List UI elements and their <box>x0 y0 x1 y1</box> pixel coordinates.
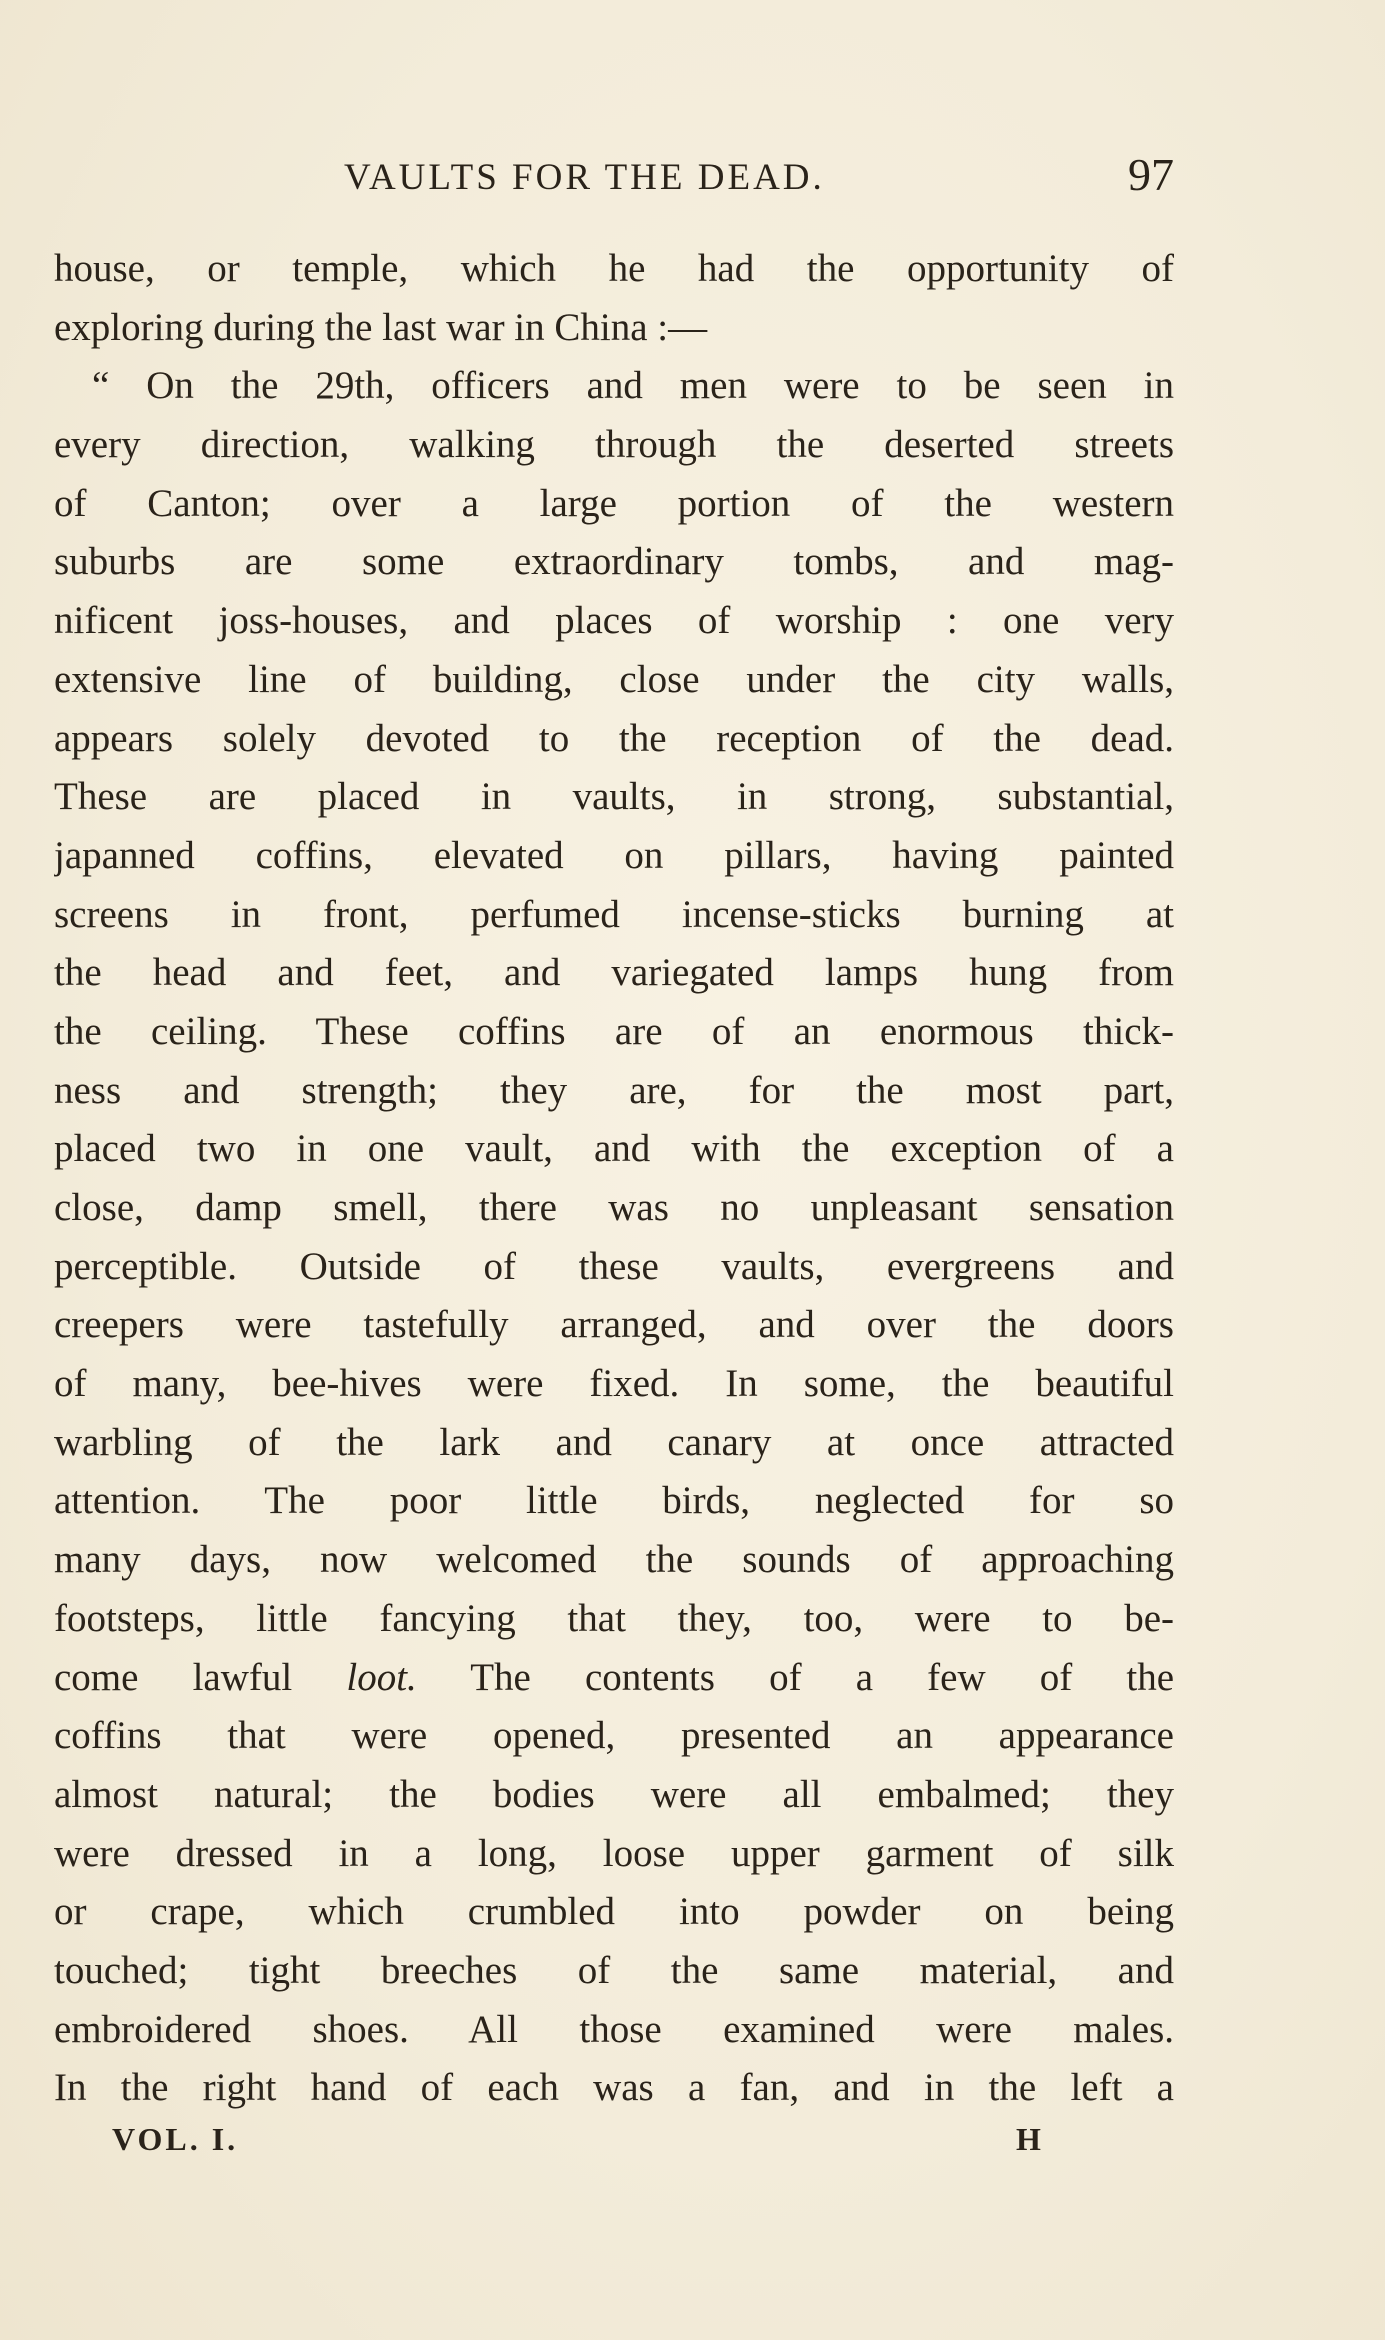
text-line: extensive line of building, close under the city walls, <box>54 657 1174 701</box>
text-line: of Canton; over a large portion of the western <box>54 481 1174 525</box>
text-line: These are placed in vaults, in strong, substantial, <box>54 775 1174 819</box>
text-line: japanned coffins, elevated on pillars, having painted <box>54 833 1174 877</box>
text-fragment: The contents of a few of the <box>470 1655 1174 1699</box>
text-line-with-italic <box>54 1649 1174 1708</box>
text-line: of many, bee-hives were fixed. In some, the beautiful <box>54 1362 1174 1406</box>
text-line: close, damp smell, there was no unpleasant sensation <box>54 1186 1174 1229</box>
text-line: or crape, which crumbled into powder on being <box>54 1890 1174 1934</box>
text-line: the head and feet, and variegated lamps hung from <box>54 951 1174 995</box>
text-line: creepers were tastefully arranged, and over the doors <box>54 1303 1174 1347</box>
text-line: perceptible. Outside of these vaults, evergreens and <box>54 1244 1174 1288</box>
text-line: were dressed in a long, loose upper garment of silk <box>54 1831 1174 1875</box>
text-line: warbling of the lark and canary at once attracted <box>54 1420 1174 1464</box>
text-line: placed two in one vault, and with the exception of a <box>54 1127 1174 1171</box>
text-line: many days, now welcomed the sounds of approaching <box>54 1538 1174 1582</box>
signature-mark: H <box>1016 2121 1044 2157</box>
text-line: suburbs are some extraordinary tombs, and mag- <box>54 540 1174 584</box>
text-line: “ On the 29th, officers and men were to be seen in <box>92 364 1174 408</box>
text-line: attention. The poor little birds, neglected for so <box>54 1479 1174 1523</box>
text-fragment: come lawful <box>54 1655 293 1699</box>
running-head <box>54 148 1174 200</box>
text-line: touched; tight breeches of the same material, and <box>54 1948 1174 1992</box>
signature-line <box>60 2121 1060 2165</box>
text-line: house, or temple, which he had the opportunity of <box>54 247 1174 290</box>
text-line: footsteps, little fancying that they, too, were to be- <box>54 1596 1174 1640</box>
volume-label: VOL. I. <box>112 2121 239 2157</box>
text-line: coffins that were opened, presented an appearance <box>54 1714 1174 1758</box>
text-line: appears solely devoted to the reception of the dead. <box>54 716 1174 760</box>
text-line: nificent joss-houses, and places of worship : one very <box>54 599 1174 643</box>
text-line: embroidered shoes. All those examined were males. <box>54 2007 1174 2051</box>
page-number: 97 <box>1128 149 1174 200</box>
text-line: every direction, walking through the deserted streets <box>54 423 1174 467</box>
text-line: screens in front, perfumed incense-sticks burning at <box>54 892 1174 936</box>
running-title: VAULTS FOR THE DEAD. <box>344 157 825 198</box>
text-line: almost natural; the bodies were all embalmed; they <box>54 1772 1174 1816</box>
text-line: ness and strength; they are, for the most part, <box>54 1068 1174 1112</box>
text-line: In the right hand of each was a fan, and in the left a <box>54 2066 1174 2110</box>
body-text <box>54 240 1174 2118</box>
text-line: exploring during the last war in China :— <box>54 305 708 349</box>
text-line: the ceiling. These coffins are of an enormous thick- <box>54 1009 1174 1053</box>
italic-word: loot. <box>346 1655 417 1699</box>
